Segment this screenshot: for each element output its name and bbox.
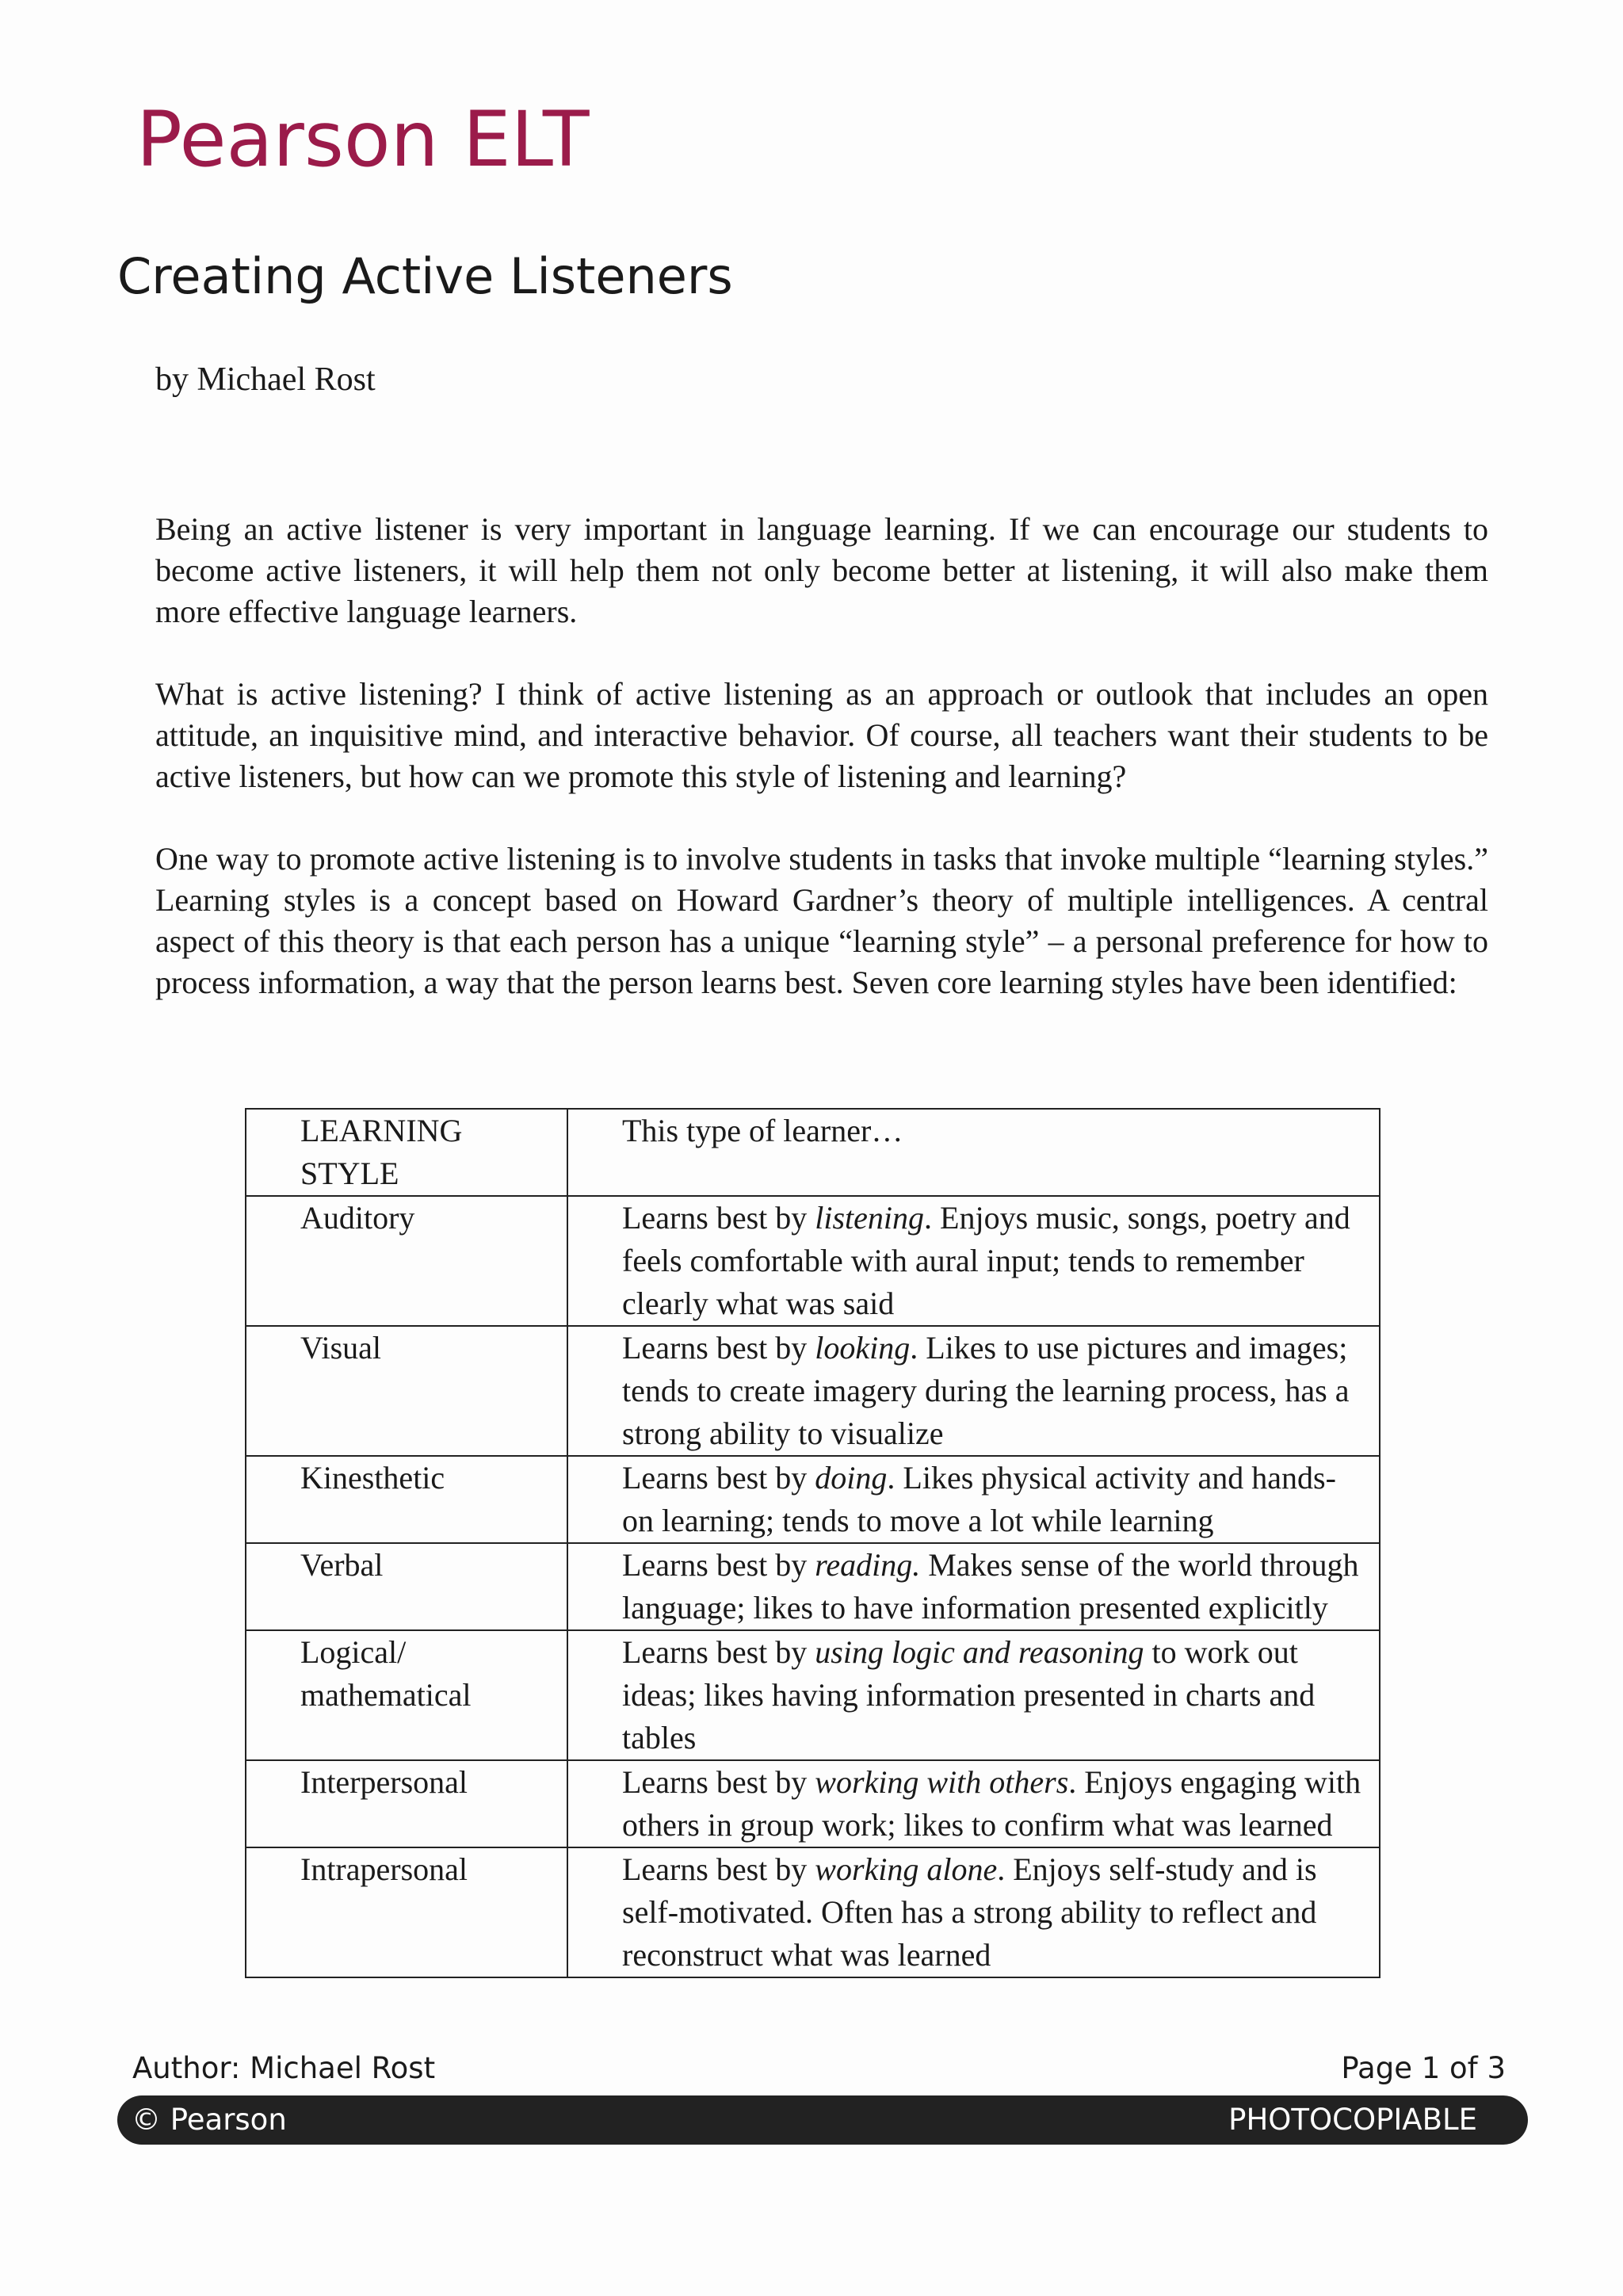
column-header-learning-style: LEARNING STYLE <box>246 1109 567 1196</box>
table-row <box>246 1630 1380 1760</box>
copyright-label: © Pearson <box>132 2103 287 2137</box>
table-row <box>246 1196 1380 1326</box>
emphasis: looking <box>815 1330 911 1366</box>
table-row <box>246 1847 1380 1977</box>
style-cell: Intrapersonal <box>246 1847 567 1977</box>
description-cell: Learns best by working with others. Enjoys engaging with others in group work; likes to confirm what was learned <box>567 1760 1380 1847</box>
emphasis: working with others <box>815 1764 1069 1800</box>
description-cell: Learns best by listening. Enjoys music, songs, poetry and feels comfortable with aural input; tends to remember clearly what was said <box>567 1196 1380 1326</box>
pearson-elt-logo: Pearson ELT <box>136 95 590 184</box>
paragraph: Being an active listener is very important in language learning. If we can encourage our students to become active listeners, it will help them not only become better at listening, it will also make them more effective language learners. <box>155 511 1488 629</box>
byline: by Michael Rost <box>155 361 376 398</box>
style-cell: Kinesthetic <box>246 1456 567 1543</box>
emphasis: working alone <box>815 1851 998 1887</box>
emphasis: doing <box>815 1460 888 1496</box>
style-cell: Verbal <box>246 1543 567 1630</box>
paragraph: One way to promote active listening is to involve students in tasks that invoke multiple “learning styles.” Learning styles is a concept based on Howard Gardner’s theory of multiple intelligences. A central aspect of this theory is that each person has a unique “learning style” – a personal preference for how to process information, a way that the person learns best. Seven core learning styles have been identified: <box>155 841 1488 1000</box>
page-title: Creating Active Listeners <box>117 247 733 305</box>
emphasis: listening <box>815 1200 925 1236</box>
description-cell: Learns best by reading. Makes sense of the world through language; likes to have information presented explicitly <box>567 1543 1380 1630</box>
article-body <box>155 509 1488 1045</box>
learning-styles-table <box>245 1108 1381 1978</box>
page-number: Page 1 of 3 <box>1341 2051 1506 2085</box>
emphasis: reading. <box>815 1547 921 1583</box>
paragraph: What is active listening? I think of active listening as an approach or outlook that includes an open attitude, an inquisitive mind, and interactive behavior. Of course, all teachers want their students to be active listeners, but how can we promote this style of listening and learning? <box>155 676 1488 794</box>
style-cell: Auditory <box>246 1196 567 1326</box>
style-cell: Interpersonal <box>246 1760 567 1847</box>
table-row <box>246 1456 1380 1543</box>
description-cell: Learns best by using logic and reasoning to work out ideas; likes having information presented in charts and tables <box>567 1630 1380 1760</box>
table-row <box>246 1760 1380 1847</box>
photocopiable-label: PHOTOCOPIABLE <box>1228 2103 1477 2137</box>
table-row <box>246 1543 1380 1630</box>
style-cell: Visual <box>246 1326 567 1456</box>
table-header-row <box>246 1109 1380 1196</box>
column-header-learner-type: This type of learner… <box>567 1109 1380 1196</box>
footer-bar <box>117 2095 1528 2145</box>
description-cell: Learns best by looking. Likes to use pictures and images; tends to create imagery during the learning process, has a strong ability to visualize <box>567 1326 1380 1456</box>
table-row <box>246 1326 1380 1456</box>
footer-author: Author: Michael Rost <box>132 2051 436 2085</box>
description-cell: Learns best by working alone. Enjoys self-study and is self-motivated. Often has a strong ability to reflect and reconstruct what was learned <box>567 1847 1380 1977</box>
emphasis: using logic and reasoning <box>815 1634 1144 1670</box>
style-cell: Logical/ mathematical <box>246 1630 567 1760</box>
description-cell: Learns best by doing. Likes physical activity and hands-on learning; tends to move a lot while learning <box>567 1456 1380 1543</box>
